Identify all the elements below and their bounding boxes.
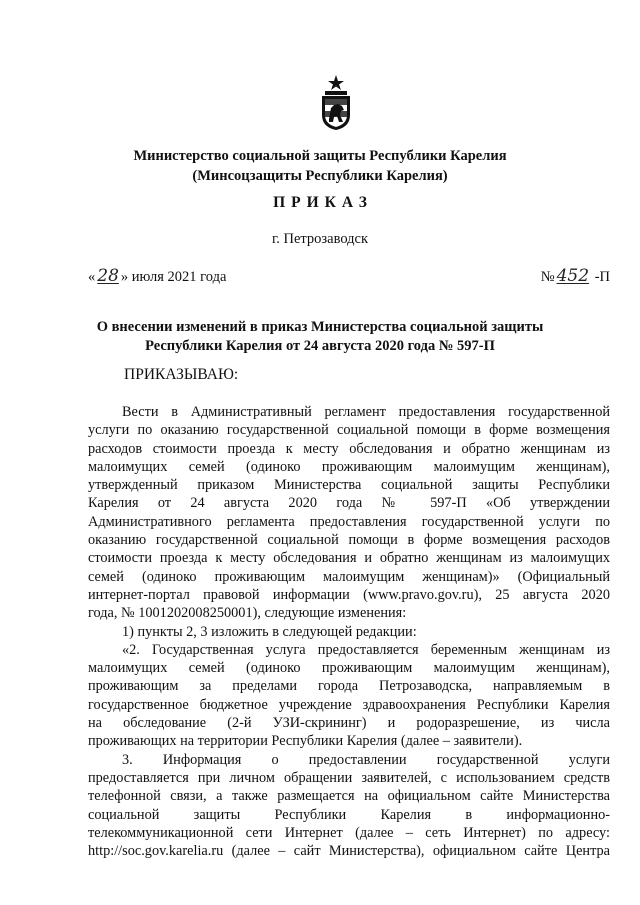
body-line: стоимости проезда к месту обследования и обратно женщинам из малоимущих — [88, 550, 610, 567]
organization-name — [0, 146, 640, 186]
body-line: Вести в Административный регламент предоставления государственной — [122, 404, 610, 420]
order-directive: ПРИКАЗЫВАЮ: — [124, 366, 239, 383]
body-line: семей (одиноко проживающим малоимущим женщинам)» (Официальный — [88, 568, 610, 585]
date-number-line — [88, 266, 610, 286]
organization-line-2: (Минсоцзащиты Республики Карелия) — [192, 168, 448, 184]
body-line: года, № 1001202008250001), следующие изменения: — [88, 605, 407, 622]
body-line: утвержденный приказом Министерства социальной защиты Республики — [88, 477, 610, 494]
document-number: № 452 -П — [540, 266, 610, 286]
body-line: предоставляется при личном обращении заявителей, с использованием средств — [88, 769, 610, 786]
body-line: оказанию государственной социальной помощи в форме возмещения расходов — [88, 532, 610, 549]
body-line: проживающим за пределами города Петрозаводска, направляемым в — [88, 678, 610, 695]
body-line: социальной защиты Республики Карелия в информационно- — [88, 806, 610, 823]
document-date: « 28 » июля 2021 года — [88, 266, 227, 286]
body-line: http://soc.gov.karelia.ru (далее – сайт Министерства), официальном сайте Центра — [88, 843, 610, 860]
handwritten-number: 452 — [556, 266, 590, 286]
body-line: проживающих на территории Республики Карелия (далее – заявители). — [88, 733, 523, 750]
body-line: телефонной связи, а также размещается на официальном сайте Министерства — [88, 788, 610, 805]
document-subject — [0, 318, 640, 356]
body-line: телекоммуникационной сети Интернет (далее – сеть Интернет) по адресу: — [88, 824, 610, 841]
body-line: государственное бюджетное учреждение здравоохранения Республики Карелия — [88, 696, 610, 713]
body-line: интернет-портал правовой информации (www.pravo.gov.ru), 25 августа 2020 — [88, 586, 610, 603]
body-line: 3. Информация о предоставлении государственной услуги — [122, 751, 610, 768]
document-type-title: ПРИКАЗ — [273, 194, 373, 211]
body-line: Карелия от 24 августа 2020 года № 597-П «Об утверждении — [88, 495, 610, 512]
subject-line-2: Республики Карелия от 24 августа 2020 года № 597-П — [145, 338, 495, 354]
body-line: на обследование (2-й УЗИ-скрининг) и родоразрешение, из числа — [88, 715, 610, 732]
body-line: малоимущих семей (одиноко проживающим малоимущим женщинам), — [88, 660, 610, 677]
karelia-coat-of-arms-icon — [319, 75, 353, 131]
body-line: «2. Государственная услуга предоставляется беременным женщинам из — [122, 641, 610, 658]
body-line: малоимущих семей (одиноко проживающим малоимущим женщинам), — [88, 458, 610, 475]
body-line: Административного регламента предоставления государственной услуги по — [88, 513, 610, 530]
handwritten-day: 28 — [97, 266, 119, 286]
organization-line-1: Министерство социальной защиты Республики Карелия — [133, 148, 507, 164]
body-line: расходов стоимости проезда к месту обследования и обратно женщинам из — [88, 440, 610, 457]
city-name: г. Петрозаводск — [271, 231, 369, 247]
body-line: услуги по оказанию государственной социальной помощи в форме возмещения — [88, 422, 610, 439]
body-line: 1) пункты 2, 3 изложить в следующей редакции: — [122, 623, 417, 640]
subject-line-1: О внесении изменений в приказ Министерства социальной защиты — [96, 319, 544, 335]
document-body — [88, 403, 610, 860]
